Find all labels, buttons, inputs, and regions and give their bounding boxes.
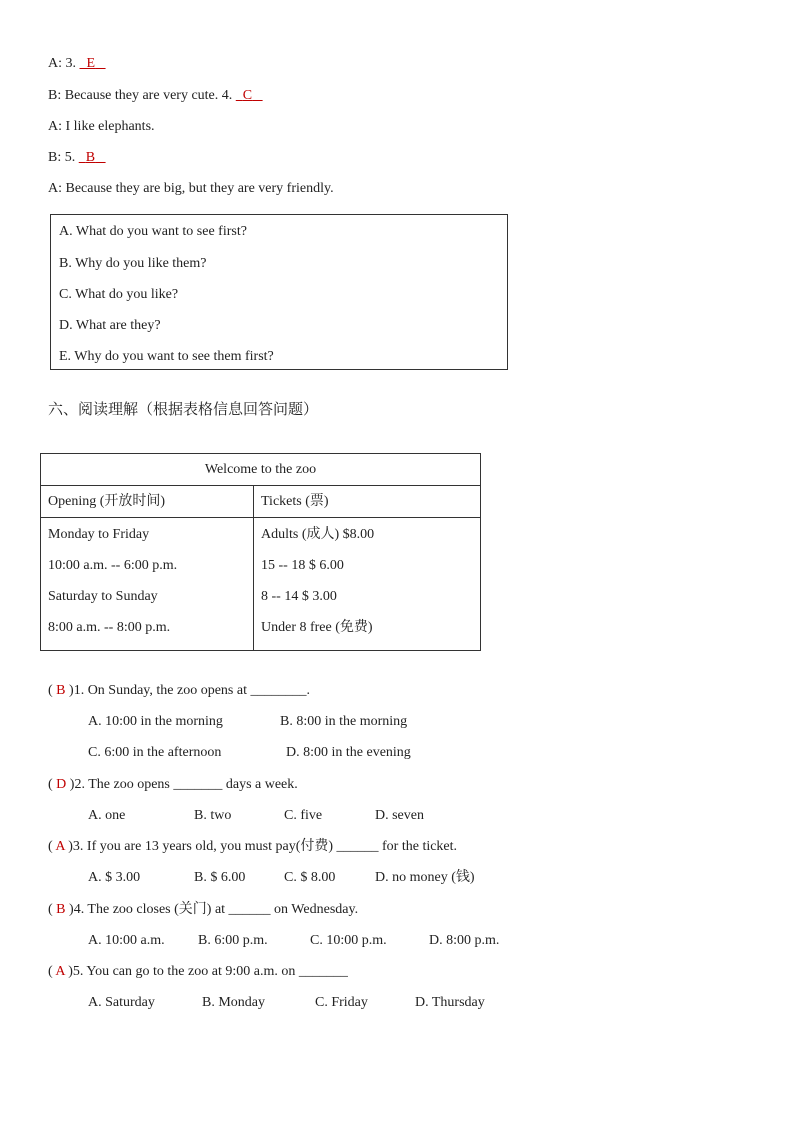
question-2: ( D )2. The zoo opens _______ days a week. xyxy=(48,777,298,792)
ticket-line: Under 8 free (免费) xyxy=(261,620,373,635)
choice: B. $ 6.00 xyxy=(194,870,246,885)
dialog-line-a3 xyxy=(48,55,106,73)
answer-blank: E xyxy=(86,56,96,71)
option-b: B. Why do you like them? xyxy=(59,256,207,271)
question-4: ( B )4. The zoo closes (关门) at ______ on Wednesday. xyxy=(48,902,359,917)
dialog-label: A: 3. xyxy=(48,56,80,71)
choice: B. 6:00 p.m. xyxy=(198,933,268,948)
choice: B. Monday xyxy=(202,995,265,1010)
opening-line: 10:00 a.m. -- 6:00 p.m. xyxy=(48,558,178,573)
option-a: A. What do you want to see first? xyxy=(59,224,247,239)
dialog-text: B: Because they are very cute. 4. xyxy=(48,88,236,103)
question-text: 5. You can go to the zoo at 9:00 a.m. on _______ xyxy=(72,964,348,979)
question-5: ( A )5. You can go to the zoo at 9:00 a.m. on _______ xyxy=(48,964,348,979)
zoo-info-table xyxy=(40,453,481,651)
choice: A. one xyxy=(88,808,126,823)
opening-line: Monday to Friday xyxy=(48,527,150,542)
dialog-line-a-because: A: Because they are big, but they are very friendly. xyxy=(48,181,334,196)
ticket-line: 15 -- 18 $ 6.00 xyxy=(261,558,344,573)
dialog-label: B: 5. xyxy=(48,150,79,165)
choice: A. $ 3.00 xyxy=(88,870,141,885)
choice: C. Friday xyxy=(315,995,368,1010)
question-text: 2. The zoo opens _______ days a week. xyxy=(74,777,298,792)
choice: D. no money (钱) xyxy=(375,870,475,885)
option-e: E. Why do you want to see them first? xyxy=(59,349,274,364)
answer-blank: C xyxy=(242,88,253,103)
choice: A. 10:00 a.m. xyxy=(88,933,165,948)
option-c: C. What do you like? xyxy=(59,287,179,302)
choice: C. 6:00 in the afternoon xyxy=(88,745,222,760)
question-answer: B xyxy=(56,683,66,698)
tickets-cell xyxy=(254,518,481,651)
question-answer: A xyxy=(55,839,65,854)
opening-line: Saturday to Sunday xyxy=(48,589,158,604)
option-d: D. What are they? xyxy=(59,318,161,333)
question-3: ( A )3. If you are 13 years old, you must pay(付费) ______ for the ticket. xyxy=(48,839,458,854)
choice: C. $ 8.00 xyxy=(284,870,336,885)
choice: C. five xyxy=(284,808,323,823)
opening-header: Opening (开放时间) xyxy=(41,486,254,518)
opening-cell xyxy=(41,518,254,651)
ticket-line: 8 -- 14 $ 3.00 xyxy=(261,589,337,604)
question-answer: B xyxy=(56,902,66,917)
choice: D. 8:00 in the evening xyxy=(286,745,411,760)
section-title: 六、阅读理解（根据表格信息回答问题） xyxy=(48,400,319,418)
choice: D. 8:00 p.m. xyxy=(429,933,500,948)
choice: D. seven xyxy=(375,808,424,823)
opening-line: 8:00 a.m. -- 8:00 p.m. xyxy=(48,620,171,635)
question-text: 1. On Sunday, the zoo opens at ________. xyxy=(73,683,310,698)
tickets-header: Tickets (票) xyxy=(254,486,481,518)
dialog-line-a-like: A: I like elephants. xyxy=(48,119,155,134)
choice: D. Thursday xyxy=(415,995,485,1010)
dialog-line-b5 xyxy=(48,149,106,167)
dialog-line-b4 xyxy=(48,87,263,105)
question-text: 3. If you are 13 years old, you must pay(付费) ______ for the ticket. xyxy=(72,839,458,854)
choice: B. 8:00 in the morning xyxy=(280,714,408,729)
question-answer: D xyxy=(56,777,67,792)
options-box xyxy=(50,214,508,370)
choice: A. 10:00 in the morning xyxy=(88,714,223,729)
table-title: Welcome to the zoo xyxy=(41,454,481,486)
choice: A. Saturday xyxy=(88,995,155,1010)
question-text: 4. The zoo closes (关门) at ______ on Wednesday. xyxy=(73,902,359,917)
ticket-line: Adults (成人) $8.00 xyxy=(261,527,375,542)
question-1: ( B )1. On Sunday, the zoo opens at ________. xyxy=(48,683,310,698)
question-answer: A xyxy=(55,964,65,979)
answer-blank: B xyxy=(85,150,96,165)
choice: B. two xyxy=(194,808,232,823)
choice: C. 10:00 p.m. xyxy=(310,933,387,948)
